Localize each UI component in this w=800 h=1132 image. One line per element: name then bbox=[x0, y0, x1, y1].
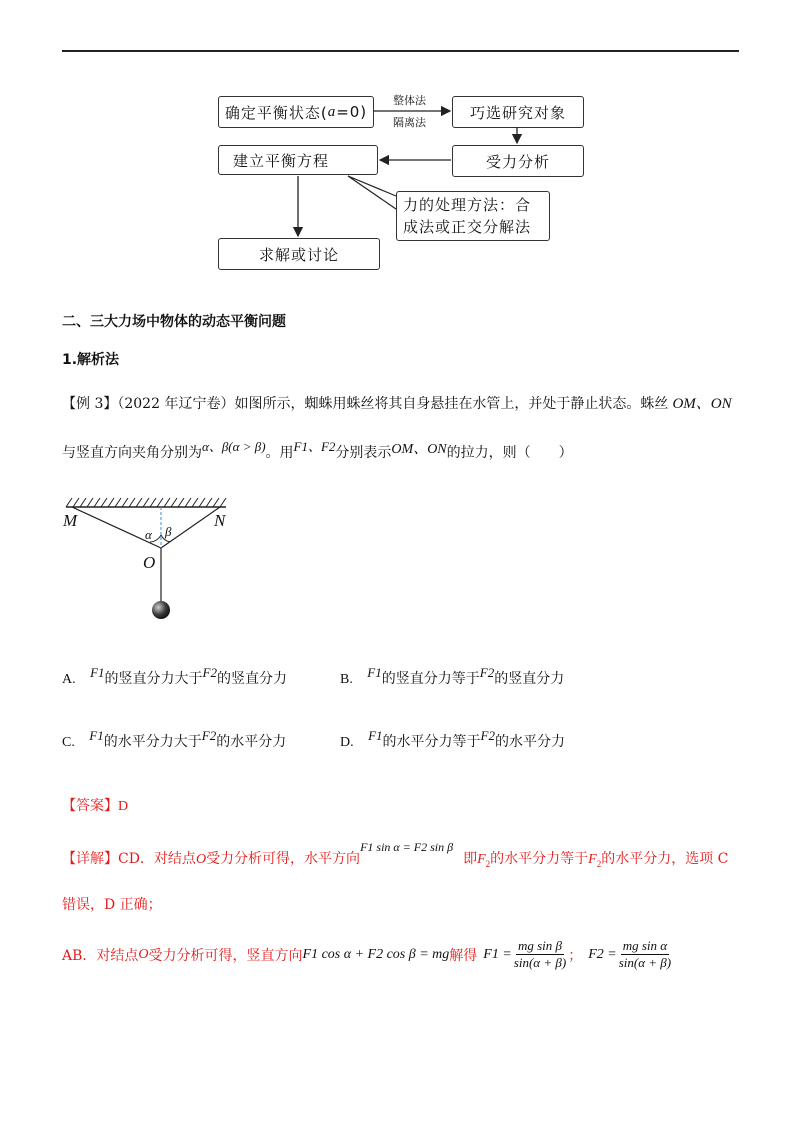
detail-cd-d: 的水平分力等于 bbox=[490, 851, 589, 867]
detail-ab-f2-den: sin(α + β) bbox=[618, 955, 672, 970]
example-line2-forces: F1、F2 bbox=[293, 439, 336, 454]
label-M: M bbox=[63, 511, 78, 530]
example-line1-math: OM、ON bbox=[672, 396, 732, 412]
answer-label: 【答案】 bbox=[62, 798, 118, 814]
section-heading: 二、三大力场中物体的动态平衡问题 bbox=[62, 314, 286, 330]
detail-cd-a: CD．对结点 bbox=[118, 851, 196, 867]
label-O: O bbox=[143, 553, 156, 572]
option-A-end: 的竖直分力 bbox=[216, 671, 287, 687]
detail-ab-c: 解得 bbox=[449, 947, 478, 964]
flow-box-equation-text: 建立平衡方程 bbox=[233, 151, 330, 170]
detail-ab-f1-lhs: F1 = bbox=[483, 946, 512, 962]
detail-cd-F2b-letter: F bbox=[588, 852, 597, 867]
example-line2-d: 的拉力，则（ ） bbox=[446, 445, 573, 461]
flow-note-line1: 力的处理方法：合 bbox=[403, 196, 532, 214]
detail-ab-line bbox=[62, 938, 673, 971]
flow-label-whole: 整体法 bbox=[393, 94, 426, 107]
answer-line bbox=[62, 795, 128, 815]
detail-label: 【详解】 bbox=[62, 851, 118, 867]
pipe-hatching bbox=[66, 498, 226, 507]
option-B-letter: B. bbox=[340, 672, 353, 687]
option-A-f2: F2 bbox=[202, 665, 217, 680]
example-line2-angles: α、β(α > β) bbox=[202, 439, 266, 454]
detail-ab-equation: F1 cos α + F2 cos β = mg bbox=[302, 946, 450, 962]
flow-box-choose-object-text: 巧选研究对象 bbox=[469, 103, 566, 122]
detail-cd-line2: 错误，D 正确； bbox=[62, 897, 162, 913]
label-beta: β bbox=[165, 524, 172, 539]
example-line2-c: 分别表示 bbox=[335, 445, 392, 461]
option-D[interactable] bbox=[340, 728, 565, 751]
example-line2-a: 与竖直方向夹角分别为 bbox=[62, 445, 202, 461]
flow-box-equilibrium-var: a bbox=[327, 103, 337, 120]
detail-ab-b: 受力分析可得，竖直方向 bbox=[148, 947, 303, 964]
detail-ab-f2-num: mg sin α bbox=[622, 938, 668, 953]
subsection-heading: 1.解析法 bbox=[62, 352, 120, 368]
example-line2-b: 。用 bbox=[265, 445, 294, 461]
example-line1-text: （2022 年辽宁卷）如图所示，蜘蛛用蛛丝将其自身悬挂在水管上，并处于静止状态。蛛丝 bbox=[117, 396, 669, 412]
option-C-letter: C. bbox=[62, 735, 75, 750]
detail-cd-b: 受力分析可得，水平方向 bbox=[206, 851, 361, 867]
flow-label-isolate: 隔离法 bbox=[393, 116, 426, 129]
example-line2-threads: OM、ON bbox=[391, 442, 447, 457]
option-C-f1: F1 bbox=[89, 728, 104, 743]
answer-value: D bbox=[118, 799, 129, 814]
detail-cd-equation: F1 sin α = F2 sin β bbox=[360, 840, 454, 854]
detail-ab-f1-fraction bbox=[512, 938, 568, 971]
option-C-mid: 的水平分力大于 bbox=[103, 734, 202, 750]
label-N: N bbox=[214, 511, 226, 530]
option-C[interactable] bbox=[62, 728, 287, 751]
detail-cd-line bbox=[62, 840, 729, 869]
flow-box-equilibrium-tail: =0) bbox=[336, 103, 368, 121]
option-A-f1: F1 bbox=[90, 665, 105, 680]
flow-box-solve-text: 求解或讨论 bbox=[258, 245, 339, 264]
detail-cd-O: O bbox=[195, 852, 207, 867]
option-B-f2: F2 bbox=[479, 665, 495, 680]
detail-ab-f2-fraction bbox=[617, 938, 673, 971]
option-B-mid: 的竖直分力等于 bbox=[381, 671, 480, 687]
option-D-f1: F1 bbox=[368, 728, 383, 743]
detail-ab-sep: ； bbox=[568, 947, 583, 964]
detail-ab-f1-den: sin(α + β) bbox=[513, 955, 567, 970]
option-D-letter: D. bbox=[340, 735, 354, 750]
label-alpha: α bbox=[145, 527, 152, 542]
option-B[interactable] bbox=[340, 665, 565, 688]
option-C-end: 的水平分力 bbox=[216, 734, 287, 750]
option-D-f2: F2 bbox=[480, 728, 495, 743]
option-B-end: 的竖直分力 bbox=[494, 671, 565, 687]
flow-box-equilibrium-text: 确定平衡状态( bbox=[224, 103, 328, 122]
option-D-mid: 的水平分力等于 bbox=[382, 734, 481, 750]
detail-ab-f1-num: mg sin β bbox=[517, 938, 563, 953]
detail-ab-f2-lhs: F2 = bbox=[588, 946, 617, 962]
option-C-f2: F2 bbox=[201, 728, 217, 743]
option-B-f1: F1 bbox=[367, 665, 382, 680]
detail-cd-F2a: $F_2$ bbox=[477, 852, 491, 869]
option-A-mid: 的竖直分力大于 bbox=[104, 671, 203, 687]
detail-ab-O: O bbox=[138, 946, 149, 962]
flow-note-line2: 成法或正交分解法 bbox=[403, 218, 532, 236]
example-line-1 bbox=[62, 392, 732, 413]
example-tag: 【例 3】 bbox=[62, 396, 118, 412]
option-A[interactable] bbox=[62, 665, 287, 688]
note-pointer bbox=[348, 176, 396, 209]
detail-cd-e: 的水平分力，选项 C bbox=[601, 851, 729, 867]
detail-cd-F2b: $F_2$ bbox=[588, 852, 602, 869]
flow-box-force-analysis-text: 受力分析 bbox=[485, 152, 550, 171]
detail-ab-a: AB．对结点 bbox=[62, 947, 139, 964]
example-line-2 bbox=[62, 439, 573, 462]
detail-cd-F2a-letter: F bbox=[477, 852, 486, 867]
detail-cd-c: 即 bbox=[463, 851, 478, 867]
spider-ball bbox=[152, 601, 170, 619]
flow-arrows bbox=[0, 0, 800, 300]
option-A-letter: A. bbox=[62, 672, 76, 687]
option-D-end: 的水平分力 bbox=[494, 734, 565, 750]
